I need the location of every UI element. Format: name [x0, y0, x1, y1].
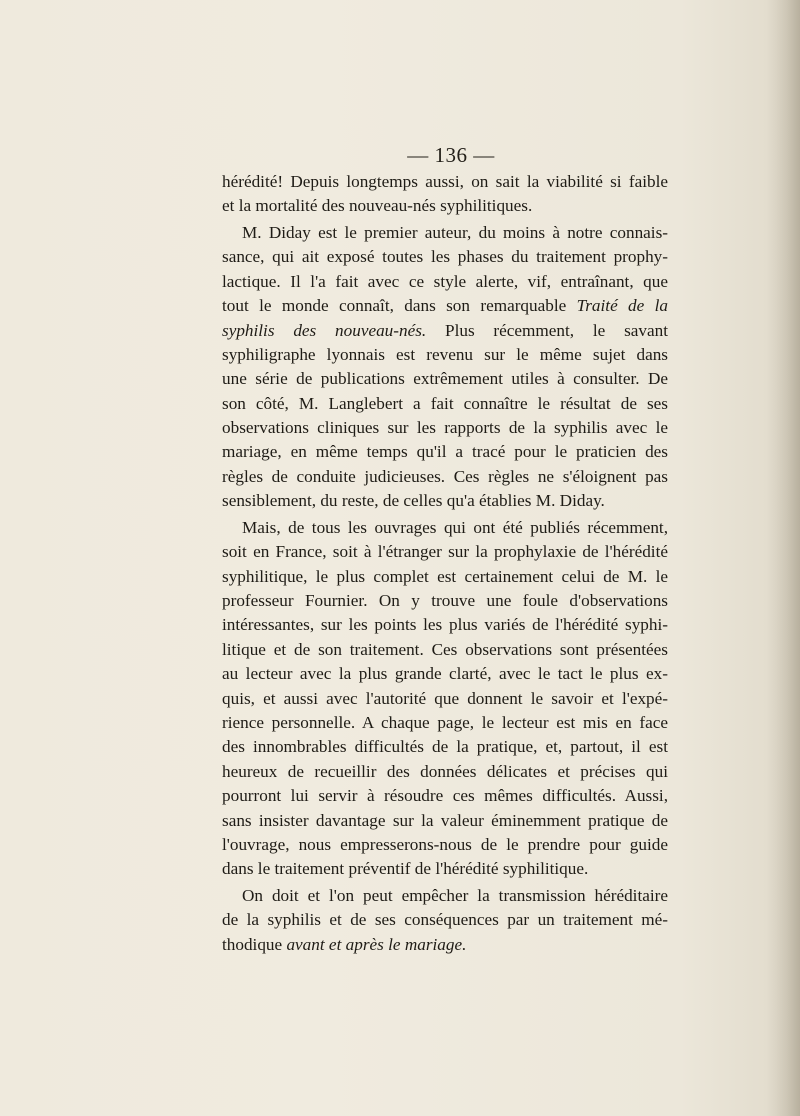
text-line: syphilitique, le plus complet est certainement celui de M. le	[222, 566, 668, 586]
text-line-with-emphasis	[222, 933, 668, 957]
page-number: — 136 —	[407, 143, 495, 167]
text-line: mariage, en même temps qu'il a tracé pour le praticien des	[222, 442, 668, 462]
text-line: On doit et l'on peut empêcher la transmission héréditaire	[242, 885, 668, 905]
text-line: sensiblement, du reste, de celles qu'a établies M. Diday.	[222, 491, 605, 511]
text-line: M. Diday est le premier auteur, du moins à notre connais-	[242, 222, 668, 242]
text-line: dans le traitement préventif de l'hérédité syphilitique.	[222, 859, 589, 879]
text-line: Mais, de tous les ouvrages qui ont été publiés récemment,	[242, 517, 668, 537]
text-segment: thodique	[222, 934, 283, 954]
text-line: quis, et aussi avec l'autorité que donnent le savoir et l'expé-	[222, 688, 668, 708]
paragraph-1	[222, 170, 668, 219]
text-line: litique et de son traitement. Ces observations sont présentées	[222, 639, 668, 659]
text-line: au lecteur avec la plus grande clarté, avec le tact le plus ex-	[222, 664, 668, 684]
paragraph-4	[222, 884, 668, 957]
text-line: heureux de recueillir des données délicates et précises qui	[222, 761, 668, 781]
book-title-italic: Traité de la	[576, 296, 669, 316]
text-line: une série de publications extrêmement utiles à consulter. De	[222, 369, 668, 389]
text-line: soit en France, soit à l'étranger sur la prophylaxie de l'hérédité	[222, 542, 668, 562]
text-line: sans insister davantage sur la valeur éminemment pratique de	[222, 810, 668, 830]
book-title-italic: syphilis des nouveau-nés.	[222, 320, 427, 340]
text-line: professeur Fournier. On y trouve une foule d'observations	[222, 591, 668, 611]
emphasis-italic: avant et après le mariage.	[286, 934, 467, 954]
text-line: l'ouvrage, nous empresserons-nous de le prendre pour guide	[222, 834, 668, 854]
text-line: de la syphilis et de ses conséquences par un traitement mé-	[222, 910, 668, 930]
text-line: lactique. Il l'a fait avec ce style alerte, vif, entraînant, que	[222, 271, 668, 291]
body-text	[222, 170, 668, 959]
text-line: intéressantes, sur les points les plus variés de l'hérédité syphi-	[222, 615, 668, 635]
text-segment: tout le monde connaît, dans son remarquable	[222, 296, 567, 316]
text-line: syphiligraphe lyonnais est revenu sur le même sujet dans	[222, 344, 668, 364]
text-line: sance, qui ait exposé toutes les phases du traitement prophy-	[222, 247, 668, 267]
text-line: règles de conduite judicieuses. Ces règles ne s'éloignent pas	[222, 466, 668, 486]
text-line: des innombrables difficultés de la pratique, et, partout, il est	[222, 737, 668, 757]
text-line: son côté, M. Langlebert a fait connaître le résultat de ses	[222, 393, 668, 413]
paragraph-3	[222, 516, 668, 882]
text-line: observations cliniques sur les rapports de la syphilis avec le	[222, 418, 668, 438]
text-line-with-title	[222, 319, 668, 343]
text-line-with-title	[222, 294, 668, 318]
paragraph-2	[222, 221, 668, 514]
text-line: hérédité! Depuis longtemps aussi, on sait la viabilité si faible	[222, 172, 668, 191]
text-segment: Plus récemment, le savant	[445, 320, 669, 340]
text-line: rience personnelle. A chaque page, le lecteur est mis en face	[222, 712, 668, 732]
text-line: pourront lui servir à résoudre ces mêmes difficultés. Aussi,	[222, 786, 668, 806]
text-line: et la mortalité des nouveau-nés syphilitiques.	[222, 196, 533, 216]
